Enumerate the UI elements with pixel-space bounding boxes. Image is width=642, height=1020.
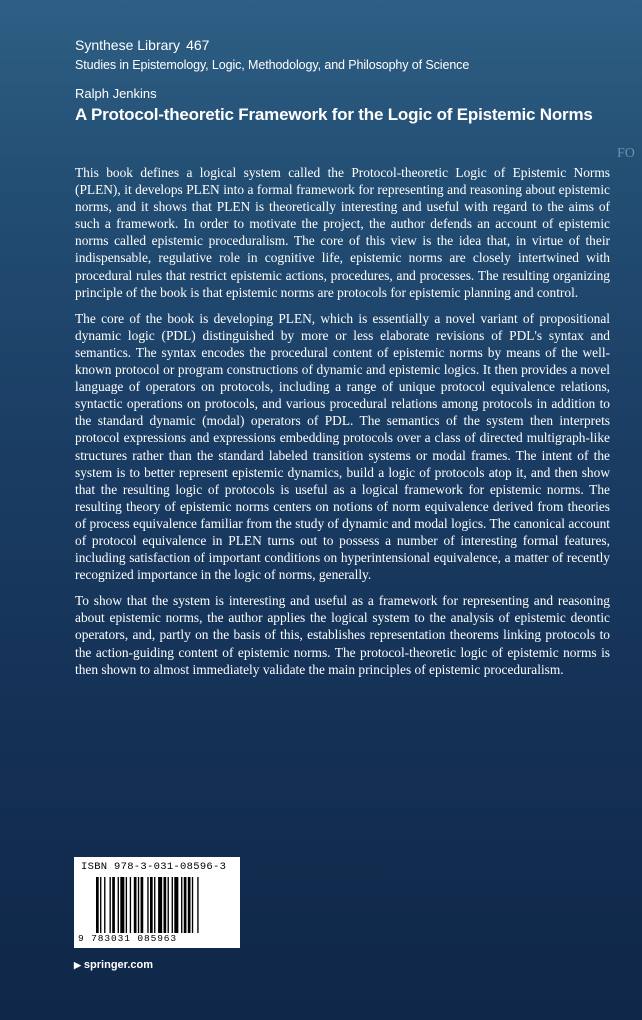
author-name: Ralph Jenkins [75, 86, 157, 101]
series-name: Synthese Library [75, 37, 181, 53]
publisher-link[interactable] [74, 959, 153, 971]
barcode [74, 857, 240, 948]
barcode-digits: 9 783031 085963 [78, 933, 178, 944]
blurb-paragraph: The core of the book is developing PLEN, which is essentially a novel variant of propositional dynamic logic (PDL) distinguished by more or less elaborate revisions of PDL's syntax and semantics. The syntax encodes the procedural content of epistemic norms by means of the well-known protocol or program constructions of dynamic and epistemic logics. It then provides a novel language of operators on protocols, including a range of unique protocol equivalence relations, syntactic operations on protocols, and various procedural relations among protocols in addition to the standard dynamic (modal) operators of PDL. The semantics of the system then interprets protocol expressions and expressions embedding protocols over a class of directed multigraph-like structures rather than the standard labeled transition systems or modal frames. The intent of the system is to better represent epistemic dynamics, build a logic of protocols atop it, and then show that the resulting logic of protocols is useful as a logical framework for epistemic norms. The resulting theory of epistemic norms centers on notions of norm equivalence derived from theories of process equivalence familiar from the study of dynamic and modal logics. The canonical account of protocol equivalence in PLEN turns out to possess a number of interesting formal features, including satisfaction of important conditions on hyperintensional equivalence, a matter of recently recognized importance in the logic of norms, generally. [75, 310, 610, 583]
series-number: 467 [186, 37, 210, 53]
blurb [75, 164, 610, 687]
barcode-bars [96, 877, 234, 933]
book-title: A Protocol-theoretic Framework for the Logic of Epistemic Norms [75, 105, 593, 124]
isbn-label: ISBN 978-3-031-08596-3 [81, 861, 227, 873]
blurb-paragraph: This book defines a logical system called the Protocol-theoretic Logic of Epistemic Norms (PLEN), it develops PLEN into a formal framework for representing and reasoning about epistemic norms, and it shows that PLEN is theoretically interesting and useful with regard to the aims of such a framework. In order to motivate the project, the author defends an account of epistemic norms called epistemic proceduralism. The core of this view is the idea that, in virtue of their indispensable, regulative role in cognitive life, epistemic norms are closely intertwined with procedural rules that restrict epistemic actions, procedures, and processes. The resulting organizing principle of the book is that epistemic norms are protocols for epistemic planning and control. [75, 165, 610, 300]
series-line [75, 36, 209, 54]
series-subtitle: Studies in Epistemology, Logic, Methodology, and Philosophy of Science [75, 58, 470, 72]
arrow-right-icon: ▶ [74, 960, 81, 970]
blurb-paragraph: To show that the system is interesting and useful as a framework for representing and reasoning about epistemic norms, the author applies the logical system to the analysis of epistemic deontic operators, and, partly on the basis of this, establishes representation theorems linking protocols to the action-guiding content of epistemic norms. The protocol-theoretic logic of epistemic norms is then shown to almost immediately validate the main principles of epistemic proceduralism. [75, 593, 610, 677]
side-label: FO [617, 146, 635, 161]
publisher-url: springer.com [83, 959, 153, 971]
